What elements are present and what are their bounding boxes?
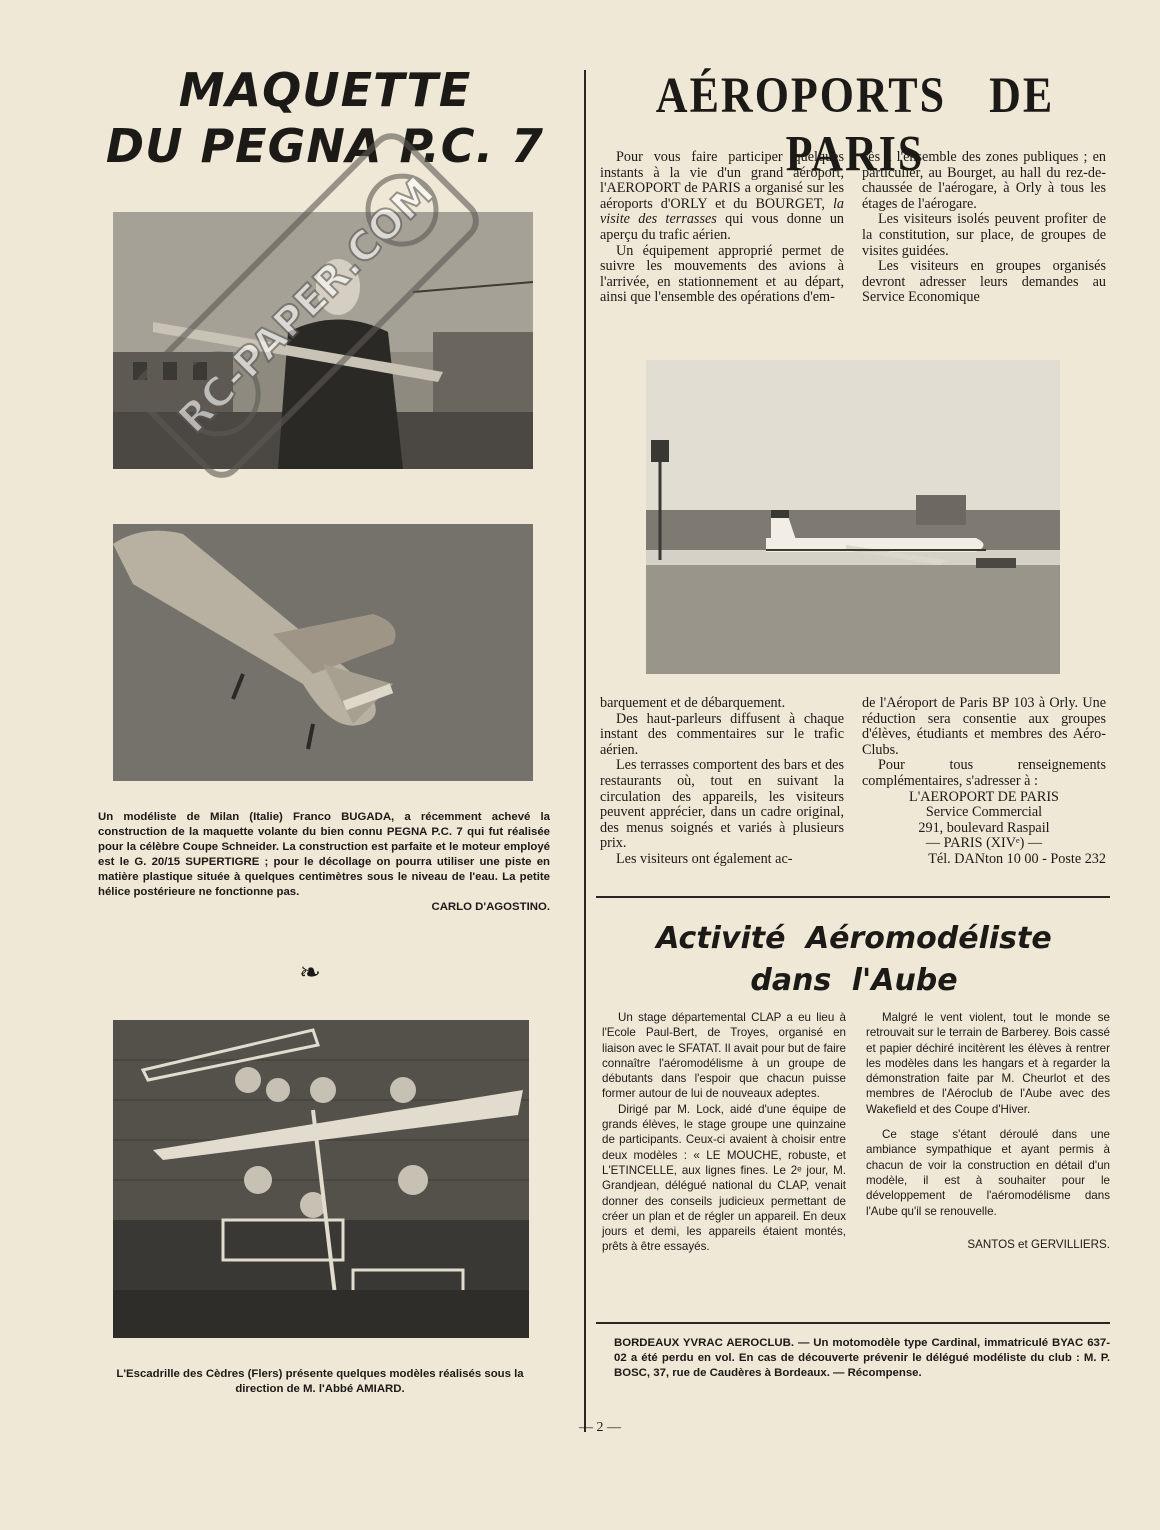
pegna-caption (98, 810, 550, 915)
aeroports-col-3 (600, 696, 844, 868)
pegna-caption-text: Un modéliste de Milan (Italie) Franco BUGADA, a récemment achevé la construction de la maquette volante du bien connu PEGNA P.C. 7 qui fut réalisée pour la célèbre Coupe Schneider. La construction est parfaite et le moteur employé est le G. 20/15 SUPERTIGRE ; pour le décollage on pourra utiliser une piste en matière plastique située à quelques centimètres sous le niveau de l'eau. La petite hélice postérieure ne fonctionne pas. (98, 811, 550, 898)
watermark-text: RC-PAPER.COM (169, 168, 444, 443)
ornament-icon: ❧ (299, 958, 321, 987)
aeroports-col1-italic: la visite des terrasses (600, 195, 844, 228)
aube-title (596, 918, 1112, 1002)
aeroports-col2-p1: cès à l'ensemble des zones publiques ; en particulier, au Bourget, au hall du rez-de-chaussée de l'aérogare, à Orly à tous les étages de l'aérogare. (862, 149, 1106, 212)
aeroports-col3-p2: Des haut-parleurs diffusent à chaque instant des commentaires sur le trafic aérien. (600, 710, 844, 758)
page-number: — 2 — (579, 1420, 621, 1435)
aube-signature: SANTOS et GERVILLIERS. (967, 1237, 1110, 1251)
aeroports-col-4 (862, 696, 1106, 868)
aeroports-col3-p3: Les terrasses comportent des bars et des restaurants où, tout en suivant la circulation des appareils, les visiteurs peuvent apprécier, dans un cadre original, des menus soignés et variés à plusieurs prix. (600, 757, 844, 852)
aeroports-col3-p1: barquement et de débarquement. (600, 695, 786, 711)
aeroports-col1-p2: Un équipement approprié permet de suivre les mouvements des avions à l'arrivée, en stationnement et au départ, ainsi que l'ensemble des opérations d'em- (600, 242, 844, 306)
aube-col1-p1: Un stage départemental CLAP a eu lieu à l'Ecole Paul-Bert, de Troyes, organisé en liaison avec le SFATAT. Il avait pour but de faire connaître l'aéromodélisme à un groupe de débutants dans l'espoir que chacun puisse former autour de lui de nouveaux adeptes. (602, 1011, 846, 1101)
photo-pegna-model (113, 524, 533, 781)
escadrille-caption: L'Escadrille des Cèdres (Flers) présente quelques modèles réalisés sous la direction de M. l'Abbé AMIARD. (116, 1368, 524, 1395)
aube-col2-p1: Malgré le vent violent, tout le monde se retrouvait sur le terrain de Barberey. Bois cassé et papier déchiré incitèrent les élèves à rentrer les modèles dans les hangars et à regarder la démonstration faite par M. Cheurlot et des membres de l'Aéroclub de l'Aube avec des Wakefield et des Coupe d'Hiver. (866, 1011, 1111, 1116)
address-line-1: L'AEROPORT DE PARIS (909, 788, 1059, 805)
aube-col-2 (866, 1010, 1110, 1252)
notice-divider (596, 1322, 1110, 1324)
address-line-4: — PARIS (XIVᵉ) — (925, 835, 1043, 852)
bordeaux-notice: BORDEAUX YVRAC AEROCLUB. — Un motomodèle type Cardinal, immatriculé BYAC 637-02 a été perdu en vol. En cas de découverte prévenir le délégué modéliste du club : M. P. BOSC, 37, rue de Caudères à Bordeaux. — Récompense. (614, 1337, 1110, 1379)
address-line-3: 291, boulevard Raspail (918, 819, 1050, 836)
aeroports-col2-p2: Les visiteurs isolés peuvent profiter de la constitution, sur place, de groupes de visites guidées. (862, 211, 1106, 259)
aube-col2-p2: Ce stage s'étant déroulé dans une ambiance sympathique et ayant permis à chacun de voir la construction en détail d'un modèle, il est à souhaiter pour le développement de l'aéromodélisme dans l'Aube qu'il se renouvelle. (866, 1128, 1110, 1218)
aube-title-line-1: Activité Aéromodéliste (656, 921, 1052, 956)
aeroports-col3-p4: Les visiteurs ont également ac- (616, 850, 793, 867)
aeroports-col4-p2: Pour tous renseignements complémentaires, s'adresser à : (862, 757, 1106, 789)
aeroports-col1-end: qui vous donne un aperçu du trafic aérien. (600, 211, 845, 243)
aeroports-col4-p1: de l'Aéroport de Paris BP 103 à Orly. Une réduction sera consentie aux groupes d'élèves, étudiants et membres des Aéro-Clubs. (862, 695, 1106, 758)
aube-title-line-2: dans l'Aube (750, 963, 958, 998)
watermark (88, 92, 518, 512)
section-divider (596, 896, 1110, 898)
aeroports-col2-p3: Les visiteurs en groupes organisés devront adresser leurs demandes au Service Economique (862, 258, 1106, 306)
title-line-1: MAQUETTE (178, 63, 472, 117)
pegna-signature: CARLO D'AGOSTINO. (431, 901, 550, 913)
photo-escadrille-group (113, 1020, 529, 1338)
address-phone: Tél. DANton 10 00 - Poste 232 (928, 850, 1106, 867)
aube-col-1 (602, 1010, 846, 1255)
address-line-2: Service Commercial (925, 804, 1043, 821)
aeroports-col-2 (862, 150, 1106, 306)
aeroports-title: AÉROPORTS DE PARIS (655, 67, 1055, 183)
aeroports-col1-text: Pour vous faire participer quelques instants à la vie d'un grand aéroport, l'AEROPORT de PARIS a organisé sur les aéroports d'ORLY et du BOURGET, (600, 149, 844, 212)
title-line-2: DU PEGNA P.C. 7 (105, 119, 545, 173)
aeroports-col-1 (600, 150, 844, 306)
aube-col1-p2: Dirigé par M. Lock, aidé d'une équipe de grands élèves, le stage groupe une quinzaine de participants. Ceux-ci avaient à choisir entre deux modèles : « LE MOUCHE, robuste, et L'ETINCELLE, aux lignes fines. Le 2ᵉ jour, M. Grandjean, délégué national du CLAP, venait donner des conseils judicieux permettant de créer un plan et de régler un appareil. En deux jours et demi, les appareils étaient montés, prêts à être essayés. (602, 1102, 846, 1254)
photo-airport (646, 360, 1060, 674)
column-divider (584, 70, 586, 1432)
